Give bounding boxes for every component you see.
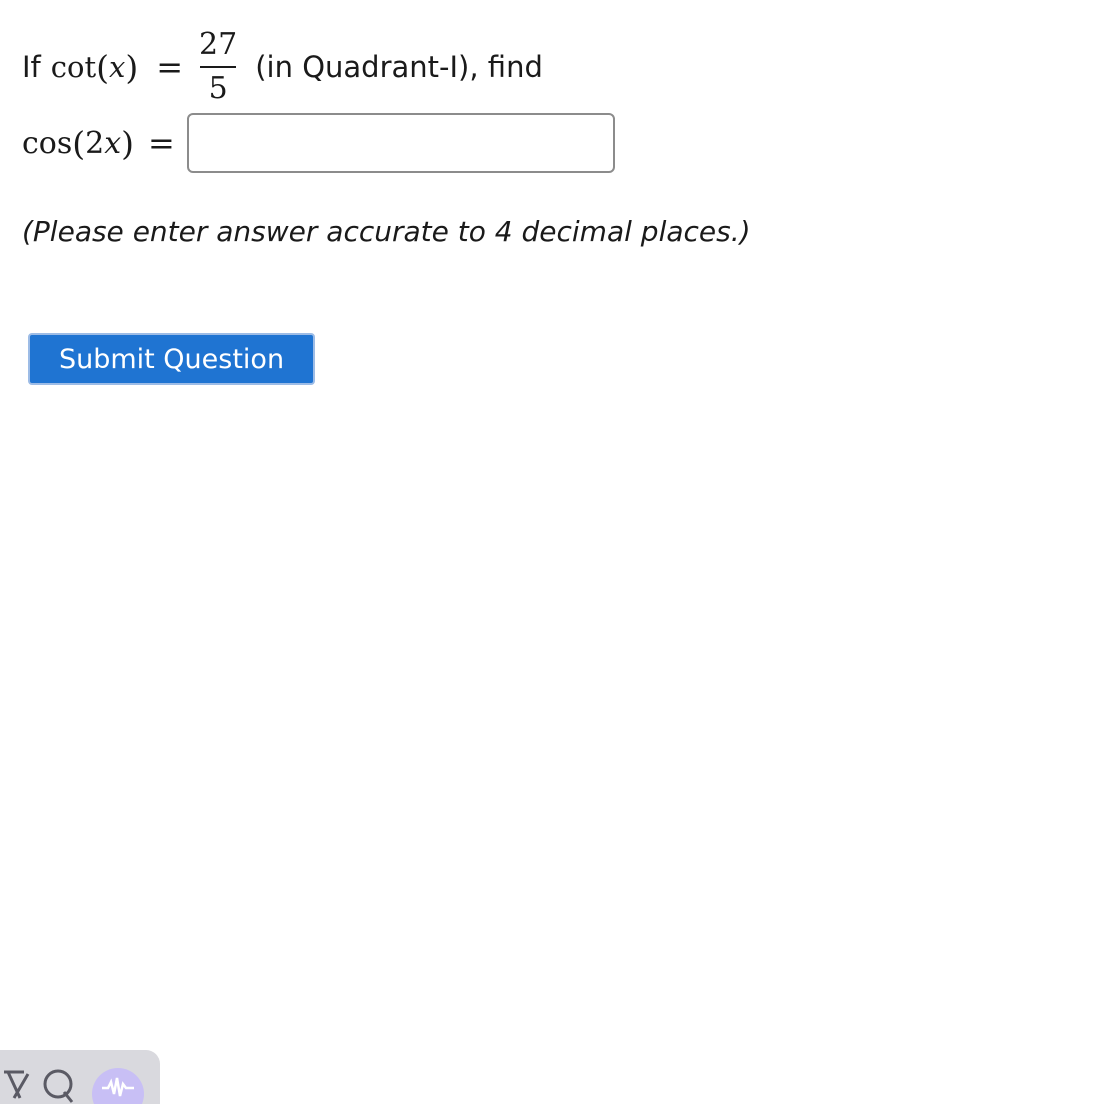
question-suffix: (in Quadrant-I), find (255, 50, 543, 84)
paren-open: ( (72, 123, 86, 163)
paren-open: ( (96, 47, 109, 87)
cot-function: cot (50, 50, 97, 84)
paren-close: ) (121, 123, 135, 163)
question-prefix: If (22, 50, 41, 84)
cos-function: cos (22, 125, 73, 161)
fraction-denominator: 5 (208, 71, 228, 106)
equals-sign: = (148, 124, 175, 162)
question-text (22, 22, 543, 112)
submit-question-button[interactable]: Submit Question (28, 333, 315, 385)
equals-sign: = (156, 48, 184, 86)
paren-close: ) (125, 47, 139, 87)
answer-line (22, 110, 615, 176)
fraction-numerator: 27 (199, 27, 238, 62)
fraction (197, 27, 239, 106)
bottom-toolbar (0, 1050, 160, 1104)
answer-input[interactable] (187, 113, 615, 173)
variable-x: x (109, 50, 126, 84)
audio-wave-icon[interactable] (92, 1068, 144, 1104)
variable-x: x (104, 125, 122, 161)
instructions-note: (Please enter answer accurate to 4 decimal places.) (22, 215, 751, 248)
math-entry-icon[interactable] (0, 1064, 80, 1104)
coefficient: 2 (85, 125, 105, 161)
